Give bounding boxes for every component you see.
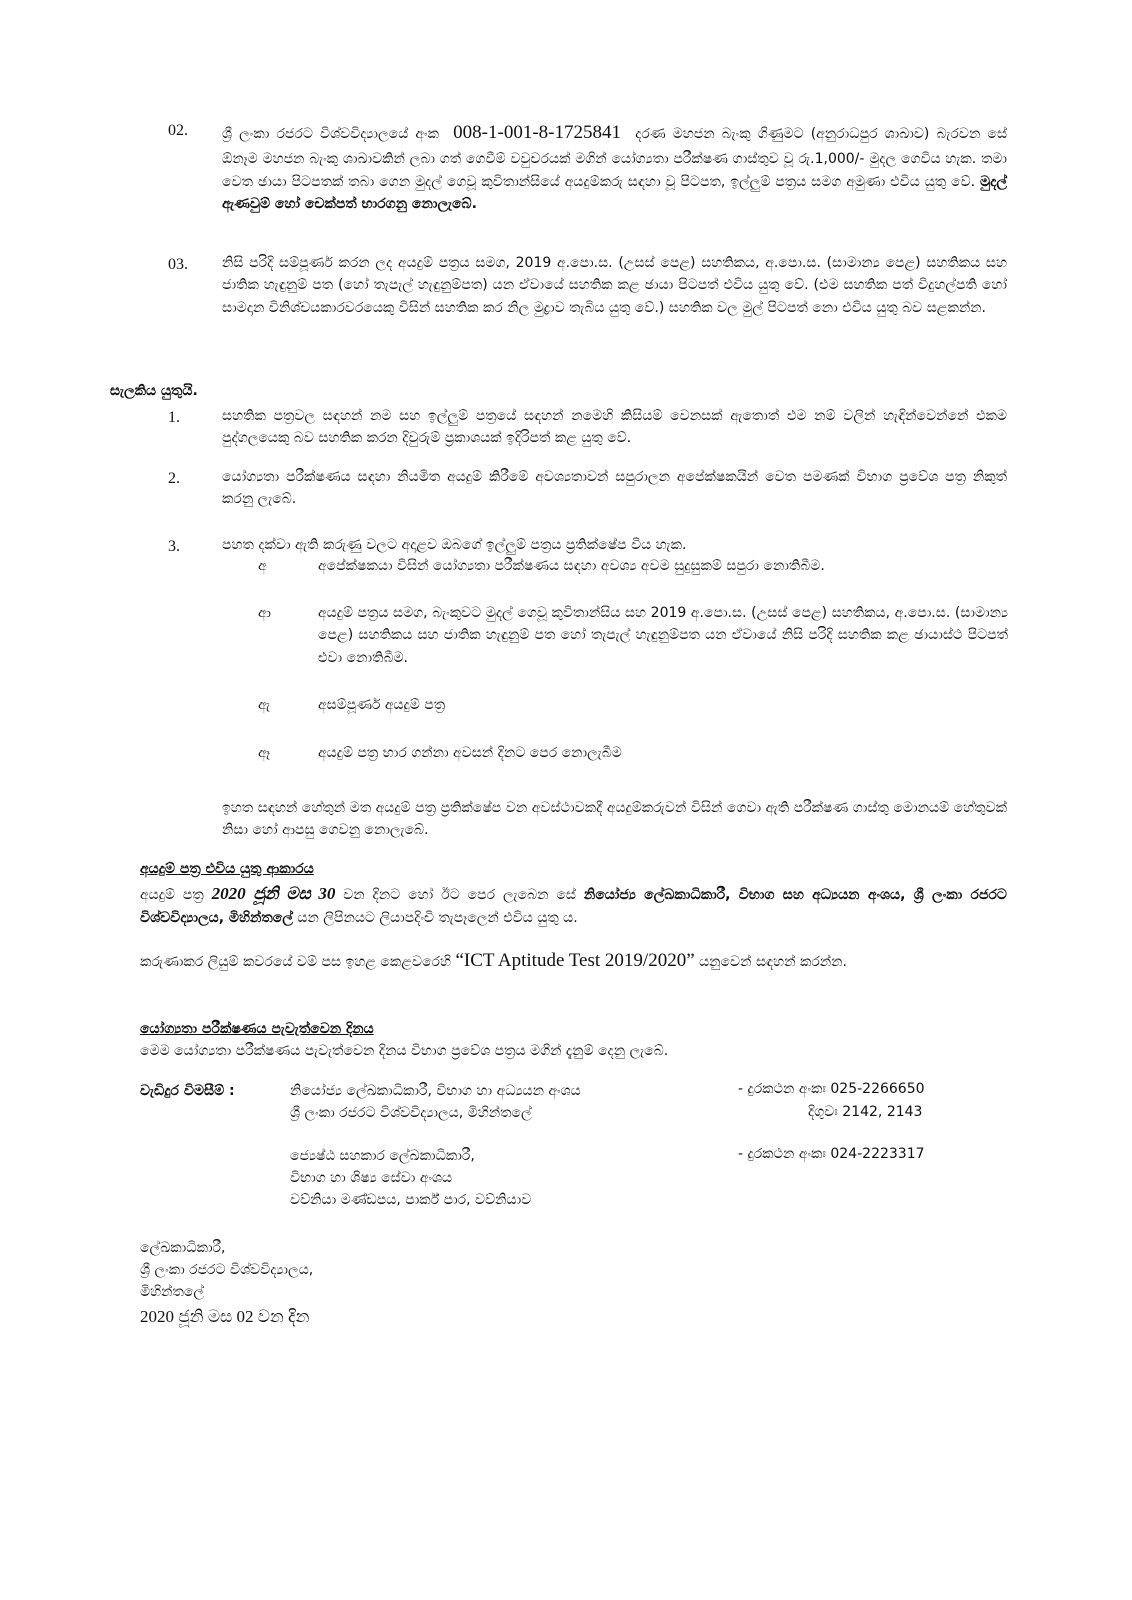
document-date: 2020 ජූනි මස 02 වන දින: [140, 1307, 310, 1326]
contact-1-title: නියෝජ්‍ය ලේඛකාධිකාරී, විභාග හා අධ්‍යයන අංශය: [290, 1083, 581, 1099]
section-03-paragraph: නිසි පරිදි සම්පූර්ණ කරන ලද අයදුම් පත්‍රය සමග, 2019 අ.පො.ස. (උසස් පෙළ) සහතිකය, අ.පො.ස. (සාමාන්‍ය පෙළ) සහතිකය සහ ජාතික හැඳුනුම් පත (හෝ තැපැල් හැඳුනුම්පත) යන ඒවායේ සහතික කළ ඡායා පිටපත් එවිය යුතු වේ. (එම සහතික පත් විදුහල්පති හෝ සාමදාන විනිශ්චයකාරවරයෙකු විසින් සහතික කර නිල මුද්‍රාව තැබිය යුතු වේ.) සහතික වල මුල් පිටපත් නො එවිය යුතු බව සළකන්න.: [222, 255, 1007, 316]
contact-2-address: වව්නියා මණ්ඩපය, පාර්ක් පාර, වව්නියාව: [290, 1192, 532, 1208]
section-02-body: (අනුරාධපුර ශාඛාව) බැරවන සේ ඕනෑම මහජන බැංකු ශාඛාවකින් ලබා ගත් ගෙවීම් වවුචරයක් මගින් යෝග්‍යතා පරීක්ෂණ ගාස්තුව වූ රු.1,000/- මුදල ගෙවිය හැක. තමා වෙත ඡායා පිටපතක් තබා ගෙන මුදල් ගෙවූ කුවිතාන්සියේ අයදුම්කරු සඳහා වූ පිටපත, ඉල්ලුම් පත්‍රය සමග අමුණා එවිය යුතු වේ.: [222, 126, 1008, 190]
exam-date-heading: යෝග්‍යතා පරීක්ෂණය පැවැත්වෙන දිනය: [140, 1021, 374, 1037]
signatory-university: ශ්‍රී ලංකා රජරට විශ්වවිද්‍යාලය,: [140, 1262, 314, 1278]
section-number-02: 02.: [168, 122, 188, 139]
contact-2-title: ජ්‍යෙෂ්ඨ සහකාර ලේඛකාධිකාරී,: [290, 1148, 475, 1164]
contact-1-university: ශ්‍රී ලංකා රජරට විශ්වවිද්‍යාලය, මිහින්තලේ: [290, 1105, 532, 1121]
note-heading: සැලකිය යුතුයි.: [110, 383, 198, 399]
note-item-text: යෝග්‍යතා පරීක්ෂණය සඳහා නියමිත අයදුම් කිරීමේ අවශ්‍යතාවන් සපුරාලන අපේක්ෂකයින් වෙත පමණක් විභාග ප්‍රවේශ පත්‍ර නිකුත් කරනු ලැබේ.: [222, 469, 1007, 508]
rejection-closing-note: ඉහත සඳහන් හේතුන් මත අයදුම් පත්‍ර ප්‍රතික්ෂේප වන අවස්ථාවකදී අයදුම්කරුවන් විසින් ගෙවා ඇති පරීක්ෂණ ගාස්තු මොනයම් හේතුවක් නිසා හෝ ආපසු ගෙවනු නොලැබේ.: [222, 800, 1007, 839]
submission-heading: අයදුම් පත්‍ර එවිය යුතු ආකාරය: [140, 861, 314, 877]
contact-2-department: විභාග හා ශිෂ්‍ය සේවා අංශය: [290, 1170, 453, 1186]
section-02-line1-pre: ශ්‍රී ලංකා රජරට විශ්වවිද්‍යාලයේ අංක: [222, 126, 439, 142]
submission-address: නියෝජ්‍ය ලේඛකාධිකාරී, විභාග සහ අධ්‍යයන අංශය, ශ්‍රී ලංකා රජරට විශ්වවිද්‍යාලය, මිහින්තලේ: [140, 887, 1007, 927]
signatory-location: මිහින්තලේ: [140, 1284, 205, 1300]
submission-mid: වන දිනට හෝ ඊට පෙර ලැබෙන සේ: [343, 887, 576, 903]
envelope-quote: “ICT Aptitude Test 2019/2020”: [455, 950, 695, 971]
sub-item-letter: ඇ: [258, 697, 271, 713]
submission-pre: අයදුම් පත්‍ර: [140, 887, 204, 903]
section-02-line1-post: දරණ මහජන බැංකු ගිණුමට: [635, 126, 804, 142]
note-item-text: පහත දක්වා ඇති කරුණු වලට අදාළව ඔබගේ ඉල්ලුම් පත්‍රය ප්‍රතික්ෂේප විය හැක.: [222, 537, 687, 553]
sub-item-text: අයදුම් පත්‍ර භාර ගන්නා අවසන් දිනට පෙර නොලැබීම: [318, 745, 622, 761]
note-item-number: 3.: [168, 538, 180, 555]
contacts-label: වැඩිදුර විමසීම් :: [140, 1083, 235, 1099]
envelope-pre: කරුණාකර ලියුම් කවරයේ වම් පස ඉහළ කෙළවරෙහි: [140, 954, 452, 970]
signatory-title: ලේඛකාධිකාරී,: [140, 1240, 226, 1256]
submission-post: යන ලිපිනයට ලියාපදිංචි තැපෑලෙන් එවිය යුතු ය.: [297, 910, 578, 927]
sub-item-text: අපේක්ෂකයා විසින් යෝග්‍යතා පරීක්ෂණය සඳහා අවශ්‍ය අවම සුදුසුකම් සපුරා නොතිබීම.: [318, 558, 825, 574]
envelope-paragraph: [140, 946, 1007, 976]
envelope-post: යනුවෙන් සඳහන් කරන්න.: [699, 954, 847, 970]
sub-item-letter: ඈ: [258, 745, 271, 761]
section-02-paragraph: [222, 118, 1007, 216]
exam-date-text: මෙම යෝග්‍යතා පරීක්ෂණය පැවැත්වෙන දිනය විභාග ප්‍රවේශ පත්‍රය මගින් දැනුම් දෙනු ලැබේ.: [140, 1043, 669, 1059]
note-item-number: 2.: [168, 470, 180, 487]
submission-deadline: 2020 ජූනි මස 30: [211, 884, 336, 903]
section-number-03: 03.: [168, 256, 188, 273]
sub-item-letter: අ: [258, 558, 267, 574]
sub-item-text: අයදුම් පත්‍රය සමග, බැංකුවට මුදල් ගෙවූ කුවිතාන්සිය සහ 2019 අ.පො.ස. (උසස් පෙළ) සහතිකය, අ.පො.ස. (සාමාන්‍ය පෙළ) සහතිකය සහ ජාතික හැඳුනුම් පත හෝ තැපැල් හැඳුනුම්පත යන ඒවායේ නිසි පරිදි සහතික කළ ඡායාස්ථ පිටපත් එවා නොතිබීම.: [318, 605, 1008, 666]
section-02-bold-note: මුදල් ඇණවුම් හෝ චෙක්පත් භාරගනු නොලැබේ.: [222, 173, 1007, 213]
sub-item-letter: ආ: [258, 605, 271, 621]
contact-1-extension: දිගුවඃ 2142, 2143: [808, 1104, 923, 1120]
contact-1-phone: - දුරකථන අංකඃ 025-2266650: [738, 1081, 925, 1097]
contact-2-phone: - දුරකථන අංකඃ 024-2223317: [738, 1146, 925, 1162]
submission-paragraph: [140, 880, 1007, 930]
sub-item-text: අසම්පූර්ණ අයදුම් පත්‍ර: [318, 697, 446, 713]
note-item-number: 1.: [168, 409, 180, 426]
bank-account-number: 008-1-001-8-1725841: [453, 122, 621, 143]
note-item-text: සහතික පත්‍රවල සඳහන් නම සහ ඉල්ලුම් පත්‍රයේ සඳහන් නමෙහි කිසියම් වෙනසක් ඇතොත් එම නම් වලින් හැඳින්වෙන්නේ එකම පුද්ගලයෙකු බව සහතික කරන දිවුරුම් ප්‍රකාශයක් ඉදිරිපත් කළ යුතු වේ.: [222, 408, 1007, 447]
